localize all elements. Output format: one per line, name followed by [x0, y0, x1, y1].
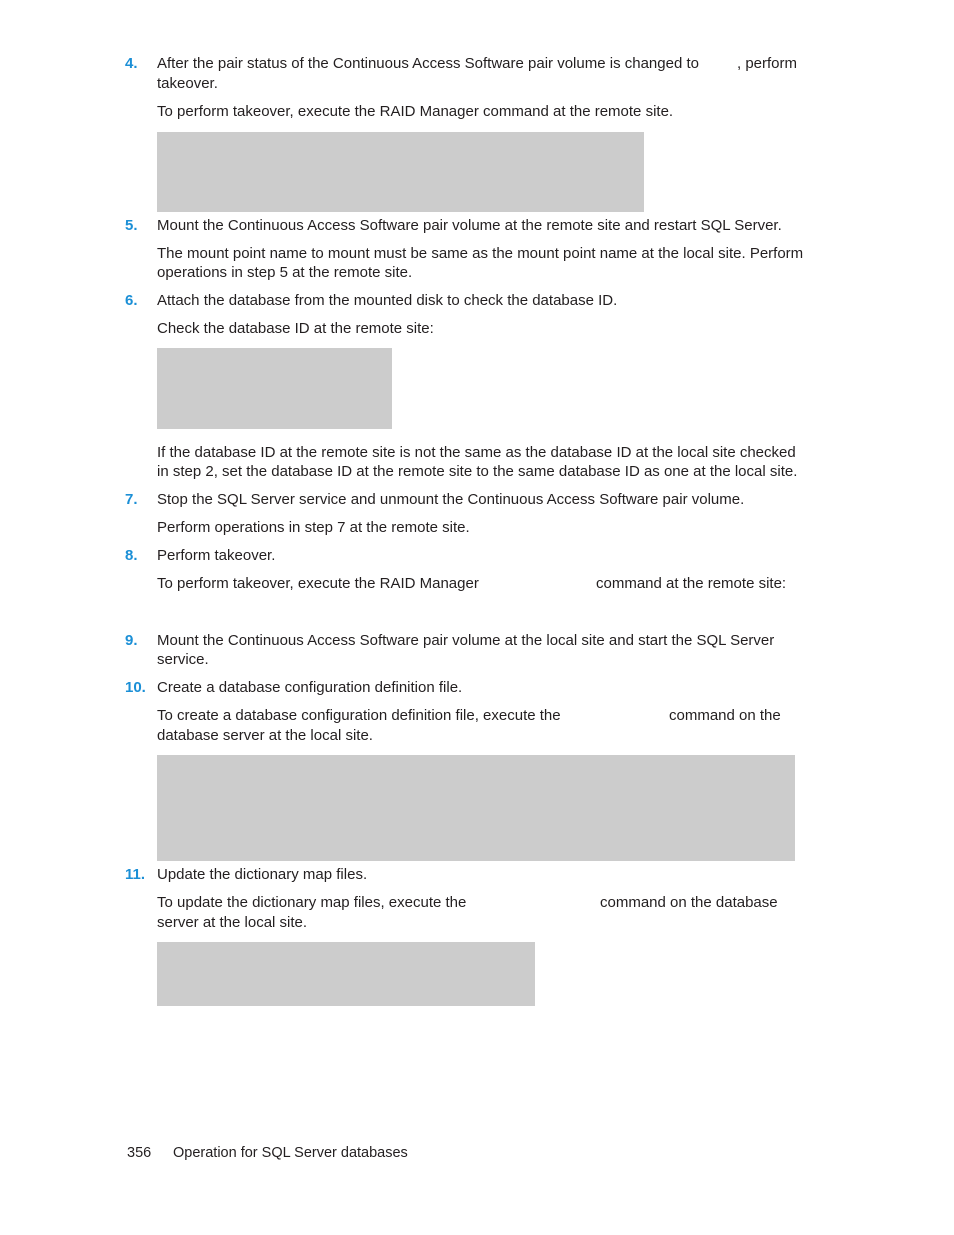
step-text: Perform takeover.: [157, 547, 276, 564]
step-number: 4.: [125, 55, 138, 72]
step-number: 6.: [125, 292, 138, 309]
step-paragraph: To update the dictionary map files, execute the: [157, 894, 467, 911]
step-paragraph-tail: command on the database: [600, 894, 778, 911]
step-text: Mount the Continuous Access Software pair volume at the local site and start the SQL Server: [157, 632, 775, 649]
step-text: Attach the database from the mounted disk to check the database ID.: [157, 292, 618, 309]
code-block: [157, 348, 392, 429]
step-text: Mount the Continuous Access Software pair volume at the remote site and restart SQL Server.: [157, 217, 782, 234]
code-block: [157, 132, 644, 212]
step-number: 10.: [125, 679, 146, 696]
step-paragraph: To perform takeover, execute the RAID Manager command at the remote site.: [157, 103, 674, 120]
step-number: 7.: [125, 491, 138, 508]
step-paragraph: To create a database configuration definition file, execute the: [157, 707, 561, 724]
step-paragraph: operations in step 5 at the remote site.: [157, 264, 413, 281]
step-text: Stop the SQL Server service and unmount the Continuous Access Software pair volume.: [157, 491, 745, 508]
step-number: 8.: [125, 547, 138, 564]
step-text: Create a database configuration definition file.: [157, 679, 463, 696]
code-block: [157, 755, 795, 861]
step-paragraph-tail: command at the remote site:: [596, 575, 787, 592]
step-paragraph: Perform operations in step 7 at the remote site.: [157, 519, 470, 536]
step-paragraph: If the database ID at the remote site is not the same as the database ID at the local site checked: [157, 444, 796, 461]
step-paragraph: Check the database ID at the remote site:: [157, 320, 434, 337]
step-paragraph-tail: command on the: [669, 707, 781, 724]
step-text-tail: , perform: [737, 55, 798, 72]
step-number: 5.: [125, 217, 138, 234]
footer-title: Operation for SQL Server databases: [173, 1145, 408, 1161]
page-number: 356: [127, 1145, 152, 1161]
step-text: After the pair status of the Continuous Access Software pair volume is changed to: [157, 55, 699, 72]
step-paragraph: The mount point name to mount must be same as the mount point name at the local site. Perform: [157, 245, 804, 262]
step-text: Update the dictionary map files.: [157, 866, 368, 883]
step-number: 11.: [125, 866, 146, 883]
code-block: [157, 942, 535, 1006]
step-text: takeover.: [157, 75, 218, 92]
step-number: 9.: [125, 632, 138, 649]
step-paragraph: database server at the local site.: [157, 727, 373, 744]
step-paragraph: server at the local site.: [157, 914, 308, 931]
step-text: service.: [157, 651, 209, 668]
step-paragraph: in step 2, set the database ID at the remote site to the same database ID as one at the local site.: [157, 463, 798, 480]
step-paragraph: To perform takeover, execute the RAID Manager: [157, 575, 479, 592]
